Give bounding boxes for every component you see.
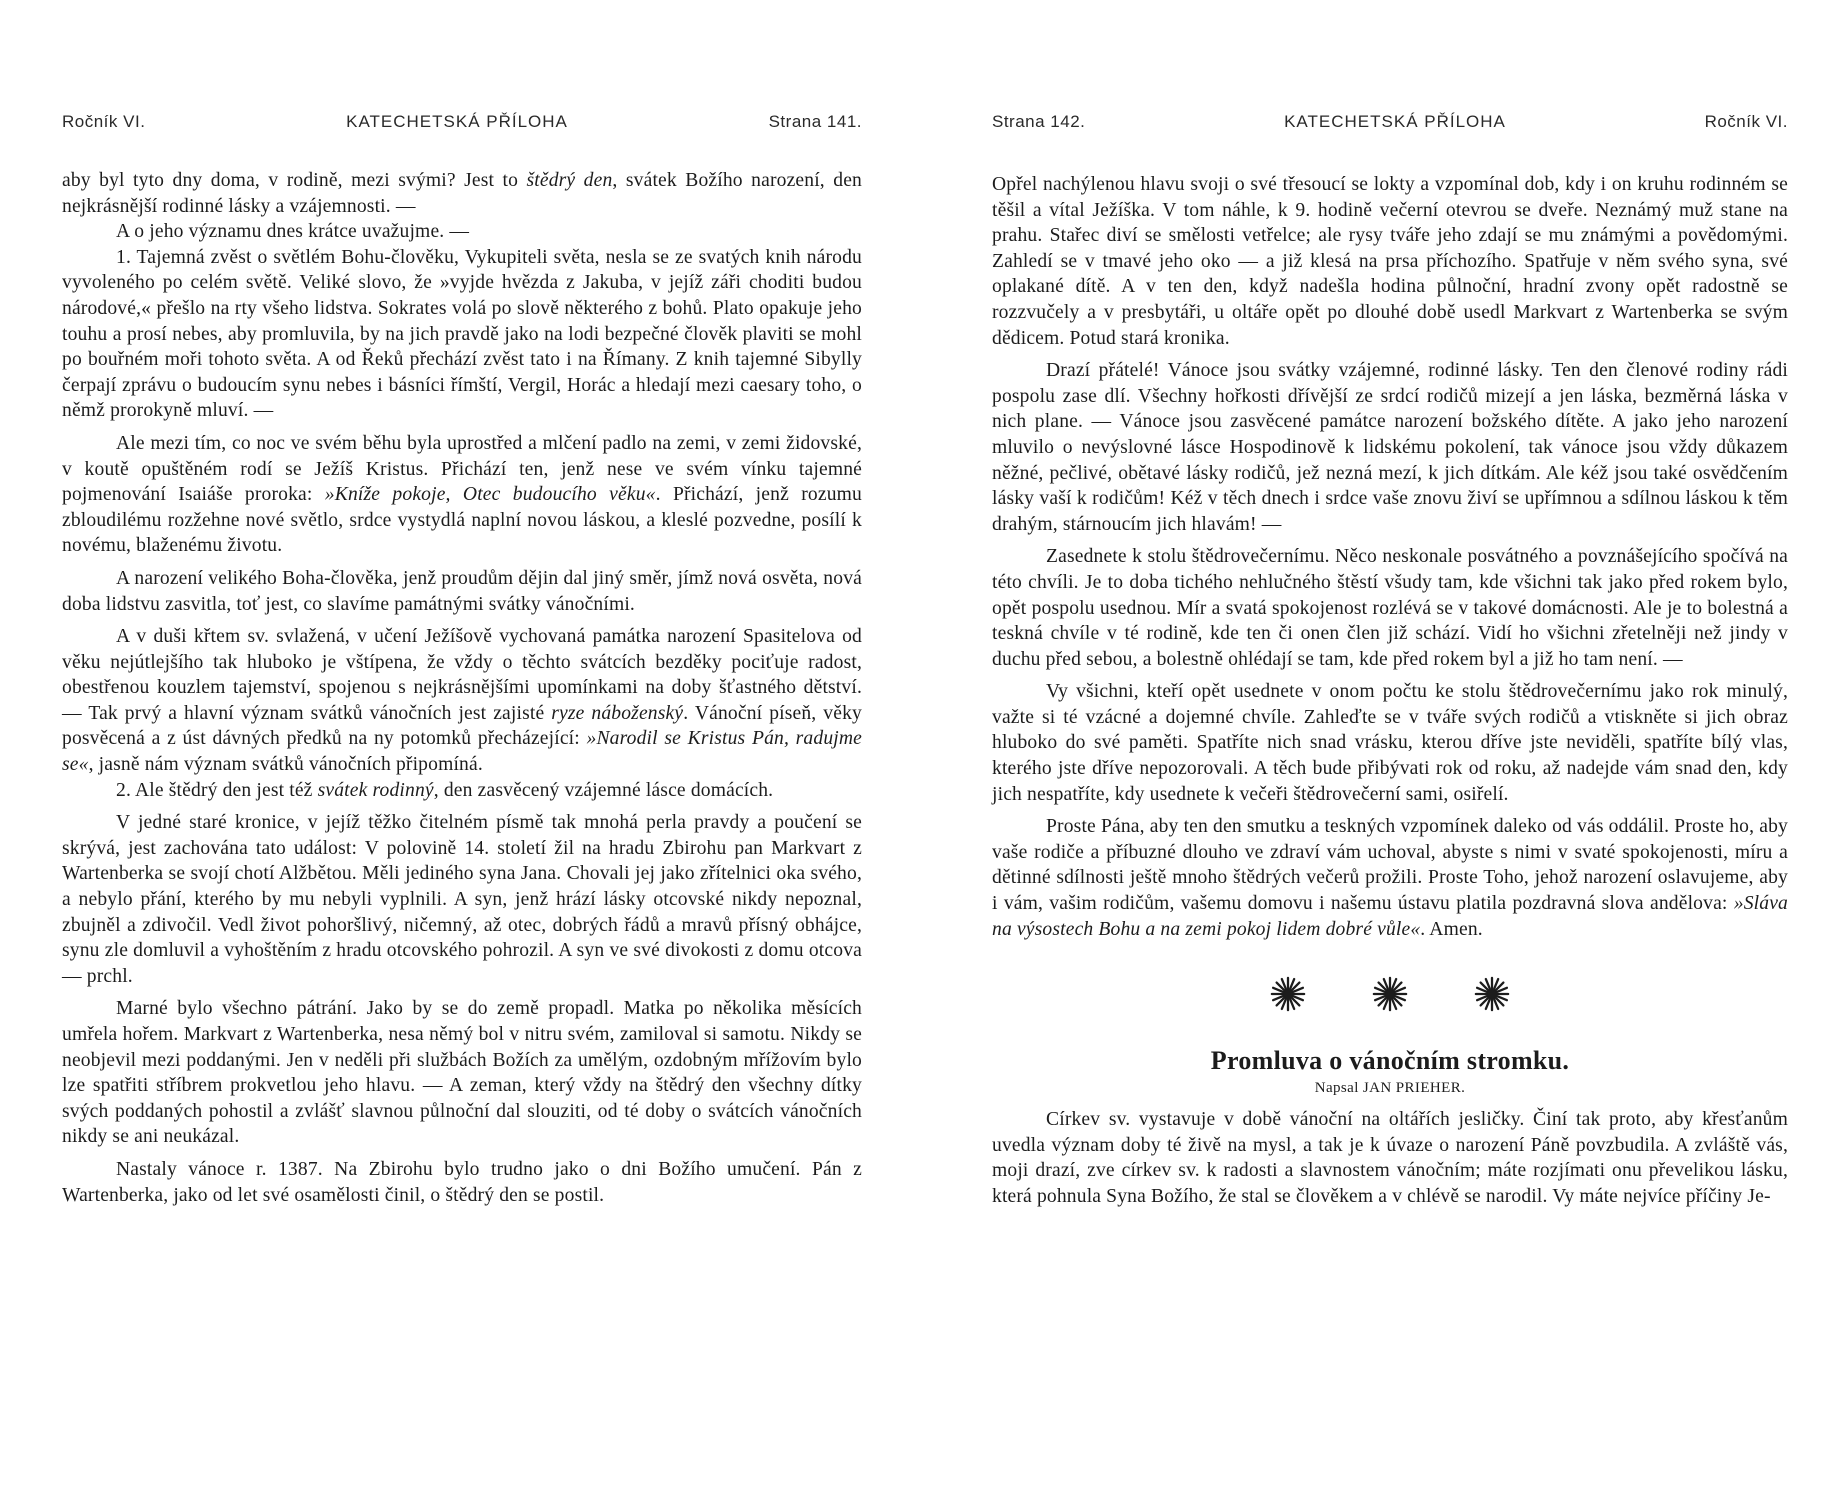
paragraph: Marné bylo všechno pátrání. Jako by se do země propadl. Matka po několika měsících umřela hořem. Markvart z Wartenberka, nesa němý bol v nitru svém, zamiloval si samotu. Nikdy se neobjevil mezi poddanými. Jen v neděli při službách Božích za umělým, ozdobným mřížovím bylo lze spatřiti stříbrem prokvetlou jeho hlavu. — A zeman, který vždy na štědrý den všechny dítky svých poddaných pohostil a zvlášť slavnou půlnoční dal slouziti, od té doby o svátcích vánočních nikdy se ani neukázal. [62, 998, 862, 1148]
left-journal-title: KATECHETSKÁ PŘÍLOHA [346, 112, 568, 131]
star-ornament-icon [1371, 975, 1409, 1013]
paragraph: V jedné staré kronice, v jejíž těžko čitelném písmě tak mnohá perla pravdy a poučení se skrývá, jest zachována tato událost: V polovině 14. století žil na hradu Zbirohu pan Markvart z Wartenberka se svojí chotí Alžbětou. Měli jediného syna Jana. Chovali jej jako zřítelnici oka svého, a nebylo přání, kterého by mu nebyli vyplnili. A syn, jenž hrází lásky otcovské nikdy nepoznal, zbujněl a zdivočil. Vedl život pohoršlivý, ničemný, až otec, dobrých řádů a mravů přísný obhájce, synu zle domluvil a vyhoštěním z hradu otcovského pohrozil. A syn ve své divokosti z domu otcova — prchl. [62, 812, 862, 987]
paragraph: Opřel nachýlenou hlavu svoji o své třesoucí se lokty a vzpomínal dob, kdy i on kruhu rodinném se těšil a vítal Ježíška. V tom náhle, k 9. hodině večerní otevrou se dveře. Neznámý muž stane na prahu. Stařec diví se smělosti vetřelce; ale rysy tváře jeho zdají se mu známými a povědomými. Zahledí se v tmavé jeho oko — a již klesá na prsa příchozího. Spatřuje v něm svého syna, své oplakané dítě. A v ten den, když nadešla hodina půlnoční, hradní zvony opět radostně se rozzvučely a v presbytáři, u oltáře opět po dlouhé době usedl Markvart z Wartenberka se svým dědicem. Potud stará kronika. [992, 174, 1788, 349]
paragraph: Vy všichni, kteří opět usednete v onom počtu ke stolu štědrovečernímu jako rok minulý, važte si té vzácné a dojemné chvíle. Zahleďte se v tváře svých rodičů a vtiskněte si jich obraz hluboko do své paměti. Spatříte nich snad vrásku, kterou dříve jste neviděli, spatříte bílý vlas, kterého jste dříve nepozorovali. A těch bude přibývati rok od roku, až nadejde vám snad den, kdy jich nespatříte, kdy usednete k večeři štědrovečerní sami, osiřelí. [992, 681, 1788, 805]
right-body-text [992, 172, 1788, 1210]
right-running-head [992, 112, 1788, 140]
star-ornament-icon [1473, 975, 1511, 1013]
left-page [62, 0, 862, 1500]
right-page-number: Strana 142. [992, 112, 1086, 131]
right-page [992, 0, 1788, 1500]
paragraph: A v duši křtem sv. svlažená, v učení Ježíšově vychovaná památka narození Spasitelova od věku nejútlejšího tak hluboko je vštípena, že vždy o těchto svátcích bezděky pociťuje radost, obestřenou kouzlem tajemství, spojenou s nejkrásnějšími upomínkami na doby šťastného dětství. — Tak prvý a hlavní význam svátků vánočních jest zajisté ryze náboženský. Vánoční píseň, věky posvěcená a z úst dávných předků na ny potomků přecházející: »Narodil se Kristus Pán, radujme se«, jasně nám význam svátků vánočních připomíná. [62, 626, 863, 776]
paragraph: aby byl tyto dny doma, v rodině, mezi svými? Jest to štědrý den, svátek Božího narození, den nejkrásnější rodinné lásky a vzájemnosti. — [62, 170, 862, 217]
right-volume-label: Ročník VI. [1704, 112, 1788, 131]
left-volume-label: Ročník VI. [62, 112, 146, 131]
star-ornament-icon [1269, 975, 1307, 1013]
paragraph: Zasednete k stolu štědrovečernímu. Něco neskonale posvátného a povznášejícího spočívá na této chvíli. Je to doba tichého nehlučného štěstí všudy tam, kde všichni tak jako před rokem bylo, opět pospolu usednou. Mír a svatá spokojenost rozlévá se v takové domácnosti. Ale je to bolestná a teskná chvíle v té rodině, kde ten či onen člen již schází. Vidí ho všichni zřetelněji než jindy v duchu před sebou, a bolestně ohlédají se tam, kde před rokem byl a již ho tam není. — [992, 546, 1788, 670]
star-ornament-divider [992, 972, 1788, 1016]
paragraph: Proste Pána, aby ten den smutku a teskných vzpomínek daleko od vás oddálil. Proste ho, aby vaše rodiče a příbuzné dlouho ve zdraví vám uchoval, abyste s nimi v svaté spokojenosti, míru a dětinné sdílnosti ještě mnoho štědrých večerů prožili. Proste Toho, jehož narození oslavujeme, aby i vám, vašim rodičům, vašemu domovu i našemu ústavu platila pozdravná slova andělova: »Sláva na výsostech Bohu a na zemi pokoj lidem dobré vůle«. Amen. [992, 816, 1788, 940]
paragraph: A o jeho významu dnes krátce uvažujme. — [116, 221, 470, 243]
paragraph: 1. Tajemná zvěst o světlém Bohu-člověku, Vykupiteli světa, nesla se ze svatých knih národu vyvoleného po celém světě. Veliké slovo, že »vyjde hvězda z Jakuba, v jejíž záři choditi budou národové,« přešlo na rty všeho lidstva. Sokrates volá po slově některého z bohů. Plato opakuje jeho touhu a prosí nebes, aby promluvila, by na jich pravdě jako na lodi bezpečné člověk plaviti se mohl po bouřném moři tohoto světa. A od Řeků přechází zvěst tato i na Římany. Z knih tajemné Sibylly čerpají zprávu o budoucím synu nebes i básníci římští, Vergil, Horác a hledají mezi caesary toho, o němž prorokyně mluví. — [62, 246, 862, 422]
left-running-head [62, 112, 862, 140]
paragraph: Ale mezi tím, co noc ve svém běhu byla uprostřed a mlčení padlo na zemi, v zemi židovské, v koutě opuštěném rodí se Ježíš Kristus. Přichází ten, jenž nese ve svém vínku tajemné pojmenování Isaiáše proroka: »Kníže pokoje, Otec budoucího věku«. Přichází, jenž rozumu zbloudilému rozžehne nové světlo, srdce vystydlá naplní novou láskou, a kleslé pozvedne, posílí k novému, blaženému životu. [62, 432, 862, 557]
paragraph: Nastaly vánoce r. 1387. Na Zbirohu bylo trudno jako o dni Božího umučení. Pán z Wartenberka, jako od let své osamělosti činil, o štědrý den se postil. [62, 1158, 862, 1206]
paragraph: Drazí přátelé! Vánoce jsou svátky vzájemné, rodinné lásky. Ten den členové rodiny rádi pospolu zase dlí. Všechny hořkosti dřívější ze srdcí rodičů mizejí a jen láska, bezměrná láska v nich plane. — Vánoce jsou zasvěcené památce narození božského dítěte. A jako jeho narození mluvilo o nevýslovné lásce Hospodinově k lidskému pokolení, tak vánoce jsou vždy důkazem něžné, pečlivé, obětavé lásky rodičů, jež nezná mezí, k jich dítkám. Ale kéž jsou také osvědčením lásky vaší k rodičům! Kéž v těch dnech i srdce vaše znovu živí se upřímnou a sdílnou láskou k těm drahým, stárnoucím jich hlavám! — [992, 360, 1788, 535]
left-body-text [62, 168, 862, 1208]
right-journal-title: KATECHETSKÁ PŘÍLOHA [1284, 112, 1506, 131]
paragraph: A narození velikého Boha-člověka, jenž proudům dějin dal jiný směr, jímž nová osvěta, nová doba lidstvu zasvitla, toť jest, co slavíme památnými svátky vánočními. [62, 567, 862, 615]
paragraph: Církev sv. vystavuje v době vánoční na oltářích jesličky. Činí tak proto, aby křesťanům uvedla význam doby té živě na mysl, a tak je k úvaze o narození Páně povzbudila. A zvláště vás, moji drazí, zve církev sv. k radosti a slavnostem vánočním; máte rozjímati onu převelikou lásku, která pohnula Syna Božího, že stal se člověkem a v chlévě se narodil. Vy máte nejvíce příčiny Je- [992, 1109, 1788, 1207]
article-title: Promluva o vánočním stromku. [1210, 1046, 1570, 1076]
left-page-number: Strana 141. [768, 112, 862, 131]
article-byline: Napsal JAN PRIEHER. [1314, 1080, 1466, 1097]
paragraph: 2. Ale štědrý den jest též svátek rodinný, den zasvěcený vzájemné lásce domácích. [116, 779, 774, 801]
